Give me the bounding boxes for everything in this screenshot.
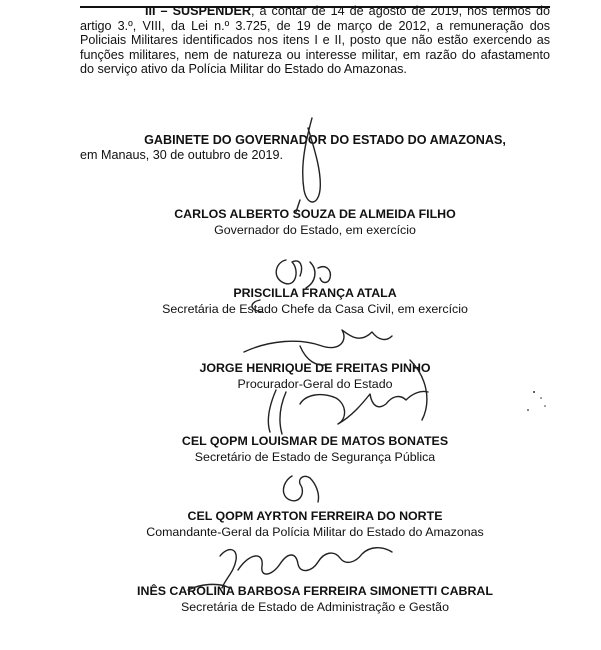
closing-office: GABINETE DO GOVERNADOR DO ESTADO DO AMAZONAS,	[144, 133, 506, 147]
handwritten-signature	[276, 260, 330, 288]
signature-block	[80, 508, 550, 540]
signatory-role: Secretária de Estado de Administração e Gestão	[181, 600, 449, 614]
handwritten-signature	[283, 476, 318, 502]
signatory-role: Secretária de Estado Chefe da Casa Civil, em exercício	[162, 302, 468, 316]
signatory-role: Secretário de Estado de Segurança Pública	[194, 450, 436, 464]
signatory-role: Governador do Estado, em exercício	[214, 223, 416, 237]
signatory-name: JORGE HENRIQUE DE FREITAS PINHO	[199, 361, 431, 375]
signature-block	[80, 360, 550, 392]
signature-block	[80, 285, 550, 317]
signatory-name: INÊS CAROLINA BARBOSA FERREIRA SIMONETTI CABRAL	[137, 584, 493, 598]
signature-block	[80, 583, 550, 615]
signatory-name: CEL QOPM LOUISMAR DE MATOS BONATES	[181, 434, 449, 448]
signatory-name: CEL QOPM AYRTON FERREIRA DO NORTE	[187, 509, 443, 523]
closing-block	[80, 133, 550, 163]
handwritten-signature	[244, 330, 392, 352]
signature-block	[80, 206, 550, 238]
article-lead: III – SUSPENDER	[145, 4, 251, 18]
handwritten-signature	[268, 390, 428, 434]
signatory-name: PRISCILLA FRANÇA ATALA	[233, 286, 397, 300]
handwritten-signature	[220, 548, 392, 588]
signature-block	[80, 433, 550, 465]
article-paragraph	[80, 4, 550, 77]
article-body: , a contar de 14 de agosto de 2019, nos termos do artigo 3.º, VIII, da Lei n.º 3.725, de 19 de março de 2012, a remuneração dos Policiais Militares identificados nos itens I e II, posto que não estão exercendo as funções militares, nem de natureza ou interesse militar, em razão do afastamento do serviço ativo da Polícia Militar do Estado do Amazonas.	[80, 4, 550, 76]
closing-place-date: em Manaus, 30 de outubro de 2019.	[80, 148, 284, 162]
signatory-role: Procurador-Geral do Estado	[237, 377, 393, 391]
signatory-name: CARLOS ALBERTO SOUZA DE ALMEIDA FILHO	[174, 207, 456, 221]
signatory-role: Comandante-Geral da Polícia Militar do Estado do Amazonas	[146, 525, 484, 539]
